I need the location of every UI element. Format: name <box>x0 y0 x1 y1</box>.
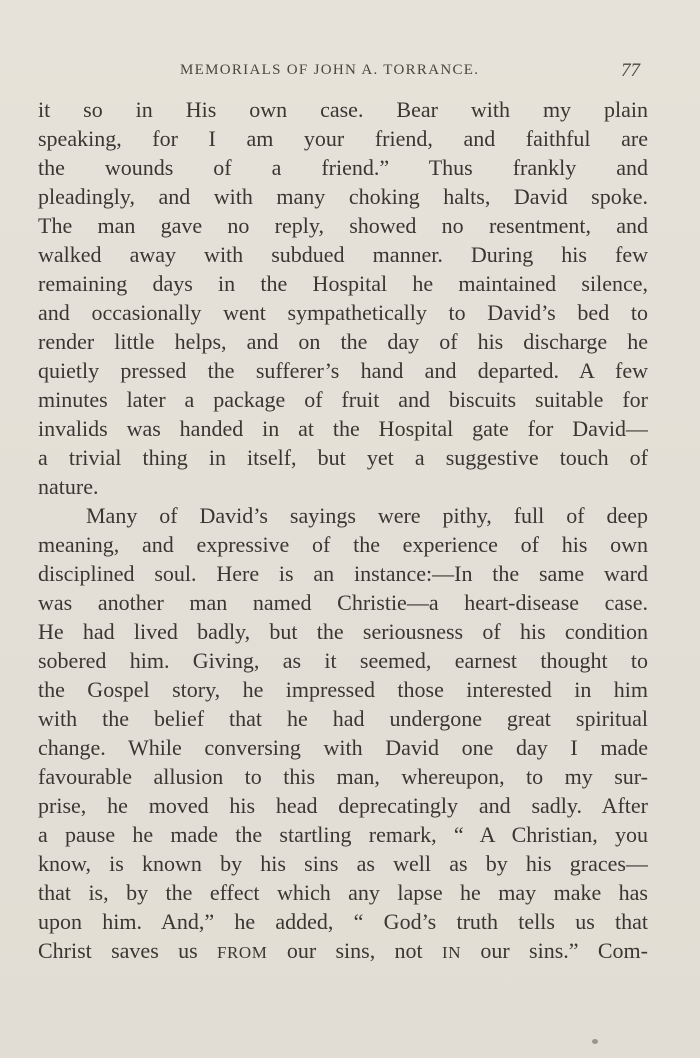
text-line: The man gave no reply, showed no resentment, and <box>38 213 648 238</box>
text-line: disciplined soul. Here is an instance:—In the same ward <box>38 561 648 586</box>
text-line: a trivial thing in itself, but yet a suggestive touch of <box>38 445 648 470</box>
text-line: know, is known by his sins as well as by his graces— <box>38 851 648 876</box>
text-line: the wounds of a friend.” Thus frankly and <box>38 155 648 180</box>
body-text <box>38 95 648 965</box>
text-line: walked away with subdued manner. During his few <box>38 242 648 267</box>
text-line: meaning, and expressive of the experience of his own <box>38 532 648 557</box>
text-line: quietly pressed the sufferer’s hand and departed. A few <box>38 358 648 383</box>
text-line: and occasionally went sympathetically to David’s bed to <box>38 300 648 325</box>
page-header <box>40 62 640 84</box>
text-line: remaining days in the Hospital he maintained silence, <box>38 271 648 296</box>
text-line: Many of David’s sayings were pithy, full of deep <box>86 503 648 528</box>
text-run: Christ saves us <box>38 938 217 963</box>
text-line: prise, he moved his head deprecatingly and sadly. After <box>38 793 648 818</box>
text-line: favourable allusion to this man, whereupon, to my sur- <box>38 764 648 789</box>
text-run: our sins, not <box>267 938 442 963</box>
text-line: with the belief that he had undergone great spiritual <box>38 706 648 731</box>
text-line: He had lived badly, but the seriousness of his condition <box>38 619 648 644</box>
paper-speck <box>592 1039 598 1044</box>
text-line: it so in His own case. Bear with my plain <box>38 97 648 122</box>
text-line: pleadingly, and with many choking halts, David spoke. <box>38 184 648 209</box>
text-line: nature. <box>38 474 99 499</box>
text-line: that is, by the effect which any lapse he may make has <box>38 880 648 905</box>
paragraph <box>38 501 648 965</box>
text-line: upon him. And,” he added, “ God’s truth tells us that <box>38 909 648 934</box>
text-line-final <box>38 936 648 965</box>
text-line: change. While conversing with David one day I made <box>38 735 648 760</box>
text-line: render little helps, and on the day of his discharge he <box>38 329 648 354</box>
text-line: minutes later a package of fruit and biscuits suitable for <box>38 387 648 412</box>
emphasis-in: IN <box>441 943 462 962</box>
text-line: the Gospel story, he impressed those interested in him <box>38 677 648 702</box>
text-line: sobered him. Giving, as it seemed, earnest thought to <box>38 648 648 673</box>
running-head: MEMORIALS OF JOHN A. TORRANCE. <box>180 62 480 78</box>
text-line: invalids was handed in at the Hospital gate for David— <box>38 416 648 441</box>
page-number: 77 <box>621 60 640 81</box>
text-run: our sins.” Com- <box>461 938 648 963</box>
paragraph <box>38 95 648 501</box>
emphasis-from: FROM <box>216 943 268 962</box>
text-line: speaking, for I am your friend, and faithful are <box>38 126 648 151</box>
text-line: a pause he made the startling remark, “ A Christian, you <box>38 822 648 847</box>
text-line: was another man named Christie—a heart-disease case. <box>38 590 648 615</box>
